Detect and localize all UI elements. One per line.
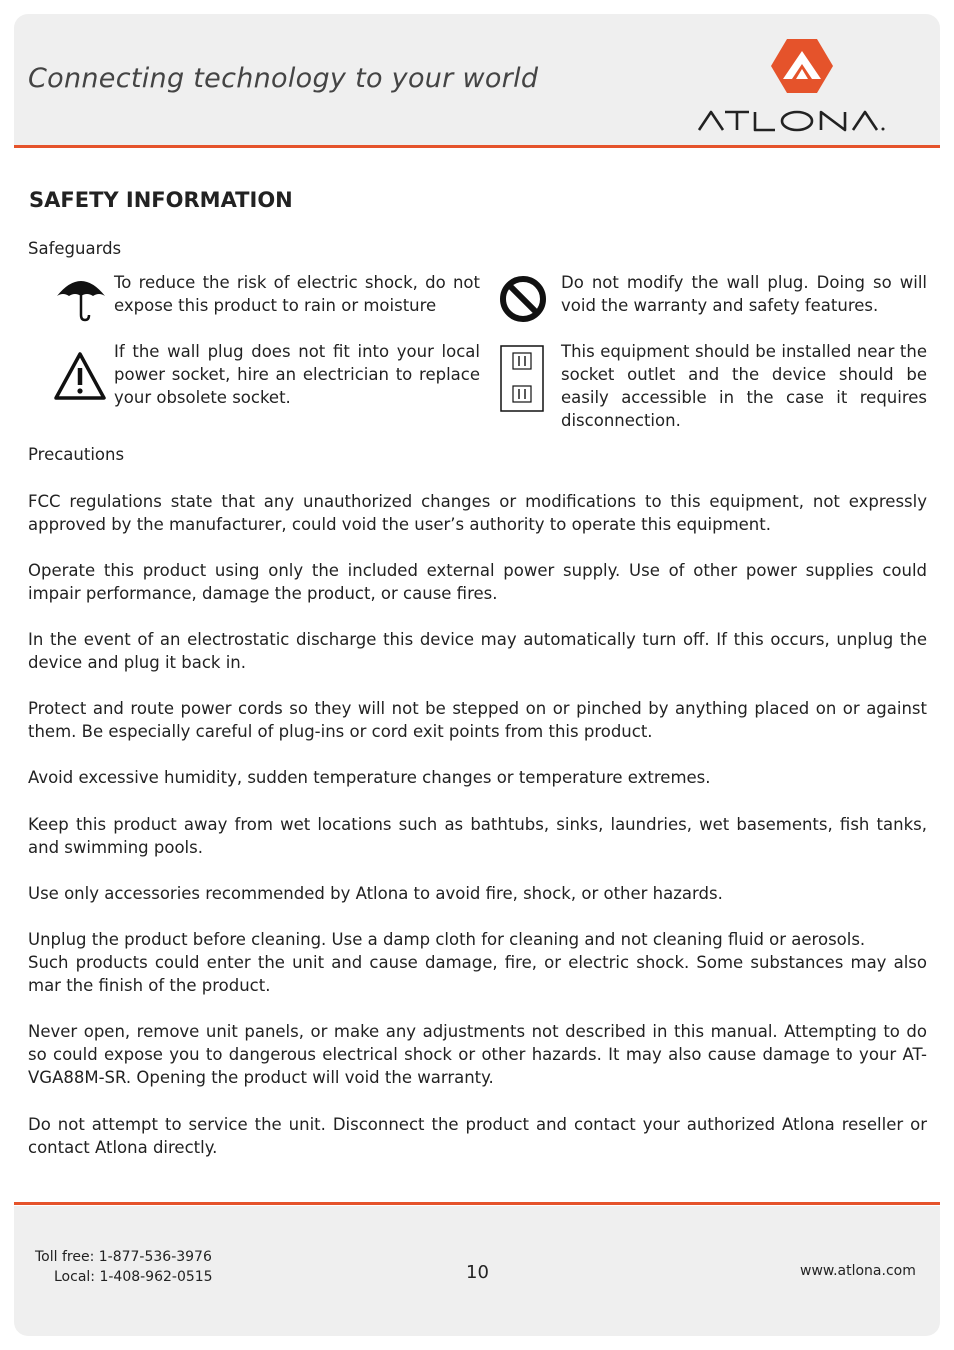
page-title: SAFETY INFORMATION	[29, 188, 293, 212]
atlona-wordmark	[697, 108, 912, 134]
precaution-paragraph-cleaning: Unplug the product before cleaning. Use a damp cloth for cleaning and not cleaning fluid or aerosols.	[28, 930, 866, 949]
tagline: Connecting technology to your world	[28, 63, 539, 94]
safeguard-text-wall-plug: Do not modify the wall plug. Doing so will void the warranty and safety features.	[561, 273, 927, 315]
website-link[interactable]: www.atlona.com	[800, 1263, 916, 1279]
atlona-logo-icon	[771, 37, 833, 95]
precaution-paragraph-humidity: Avoid excessive humidity, sudden temperature changes or temperature extremes.	[28, 768, 711, 787]
footer-divider	[14, 1202, 940, 1205]
safeguard-text-socket-outlet: This equipment should be installed near the socket outlet and the device should be easily accessible in the case it requires disconnection.	[561, 342, 927, 430]
local-number: Local: 1-408-962-0515	[54, 1269, 213, 1285]
page-number: 10	[466, 1262, 489, 1283]
safeguard-text-electrician: If the wall plug does not fit into your local power socket, hire an electrician to replace your obsolete socket.	[114, 342, 480, 407]
precaution-paragraph-accessories: Use only accessories recommended by Atlona to avoid fire, shock, or other hazards.	[28, 884, 723, 903]
precaution-paragraph-substances: Such products could enter the unit and cause damage, fire, or electric shock. Some substances may also mar the finish of the product.	[28, 953, 927, 995]
precaution-paragraph-panels: Never open, remove unit panels, or make any adjustments not described in this manual. Attempting to do so could expose you to dangerous electrical shock or other hazards. It may also cause damage to your AT-VGA88M-SR. Opening the product will void the warranty.	[28, 1022, 927, 1087]
no-entry-icon	[498, 274, 548, 324]
warning-triangle-icon	[53, 351, 107, 401]
precaution-paragraph-power-cords: Protect and route power cords so they will not be stepped on or pinched by anything placed on or against them. Be especially careful of plug-ins or cord exit points from this product.	[28, 699, 927, 741]
toll-free-number: Toll free: 1-877-536-3976	[35, 1249, 212, 1265]
wall-outlet-icon	[500, 345, 544, 412]
safeguard-text-moisture: To reduce the risk of electric shock, do not expose this product to rain or moisture	[114, 273, 480, 315]
precaution-paragraph-esd: In the event of an electrostatic discharge this device may automatically turn off. If this occurs, unplug the device and plug it back in.	[28, 630, 927, 672]
header-divider	[14, 145, 940, 148]
precaution-paragraph-wet-locations: Keep this product away from wet locations such as bathtubs, sinks, laundries, wet basements, fish tanks, and swimming pools.	[28, 815, 927, 857]
precaution-paragraph-power-supply: Operate this product using only the included external power supply. Use of other power supplies could impair performance, damage the product, or cause fires.	[28, 561, 927, 603]
umbrella-icon	[56, 272, 106, 322]
precautions-heading: Precautions	[28, 445, 125, 464]
safeguards-heading: Safeguards	[28, 239, 122, 258]
precaution-paragraph-fcc: FCC regulations state that any unauthorized changes or modifications to this equipment, not expressly approved by the manufacturer, could void the user’s authority to operate this equipment.	[28, 492, 927, 534]
precaution-paragraph-service: Do not attempt to service the unit. Disconnect the product and contact your authorized Atlona reseller or contact Atlona directly.	[28, 1115, 927, 1157]
